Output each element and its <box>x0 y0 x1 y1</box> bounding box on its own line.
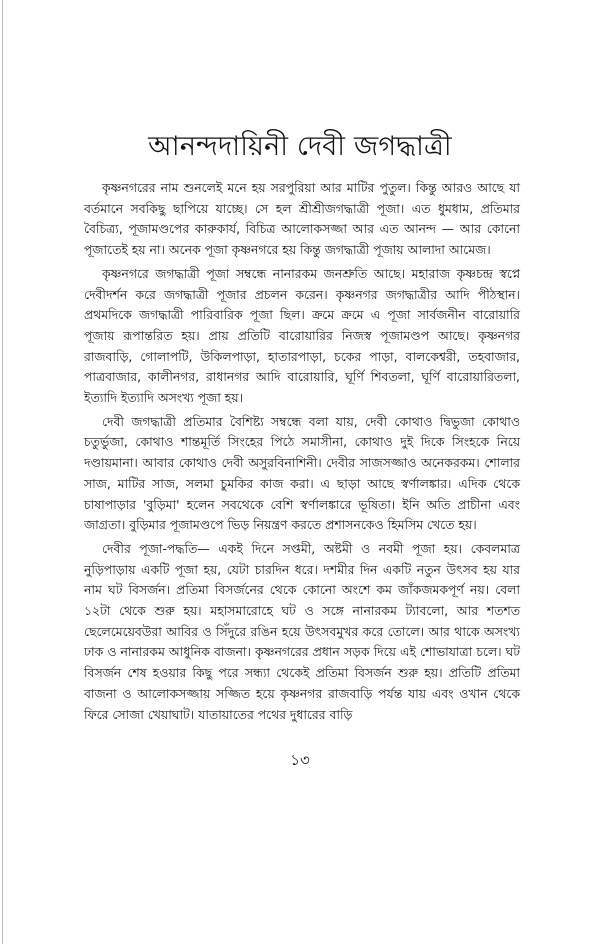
paragraph-2: কৃষ্ণনগরে জগদ্ধাত্রী পূজা সম্বন্ধে নানারকম জনশ্রুতি আছে। মহারাজ কৃষ্ণচন্দ্র স্বপ্নে দেবীদর্শন করে জগদ্ধাত্রী পূজার প্রচলন করেন। কৃষ্ণনগর জগদ্ধাত্রীর আদি পীঠস্থান। প্রথমদিকে জগদ্ধাত্রী পারিবারিক পূজা ছিল। ক্রমে ক্রমে এ পূজা সার্বজনীন বারোয়ারি পূজায় রূপান্তরিত হয়। প্রায় প্রতিটি বারোয়ারির নিজস্ব পূজামণ্ডপ আছে। কৃষ্ণনগর রাজবাড়ি, গোলাপটি, উকিলপাড়া, হাতারপাড়া, চকের পাড়া, বালকেশ্বরী, তহবাজার, পাত্রবাজার, কালীনগর, রাধানগর আদি বারোয়ারি, ঘূর্ণি শিবতলা, ঘূর্ণি বারোয়ারিতলা, ইত্যাদি ইত্যাদি অসংখ্য পূজা হয়। <box>84 265 520 406</box>
paragraph-1: কৃষ্ণনগরের নাম শুনলেই মনে হয় সরপুরিয়া আর মাটির পুতুল। কিন্তু আরও আছে যা বর্তমানে সবকিছু ছাপিয়ে যাচ্ছে। সে হল শ্রীশ্রীজগদ্ধাত্রী পূজা। এত ধুমধাম, প্রতিমার বৈচিত্র্য, পূজামণ্ডপের কারুকার্য, বিচিত্র আলোকসজ্জা আর এত আনন্দ — আর কোনো পূজাতেই হয় না। অনেক পূজা কৃষ্ণনগরে হয় কিন্তু জগদ্ধাত্রী পূজায় আলাদা আমেজ। <box>84 180 520 258</box>
paragraph-4: দেবীর পূজা-পদ্ধতি— একই দিনে সপ্তমী, অষ্টমী ও নবমী পূজা হয়। কেবলমাত্র নুড়িপাড়ায় একটি পূজা হয়, যেটা চারদিন ধরে। দশমীর দিন একটি নতুন উৎসব হয় যার নাম ঘট বিসর্জন। প্রতিমা বিসর্জনের থেকে কোনো অংশে কম জাঁকজমকপূর্ণ নয়। বেলা ১২টা থেকে শুরু হয়। মহাসমারোহে ঘট ও সঙ্গে নানারকম ট্যাবলো, আর শতশত ছেলেমেয়েবউরা আবির ও সিঁদুরে রঙিন হয়ে উৎসবমুখর করে তোলে। আর থাকে অসংখ্য ঢাক ও নানারকম আধুনিক বাজনা। কৃষ্ণনগরের প্রধান সড়ক দিয়ে এই শোভাযাত্রা চলে। ঘট বিসর্জন শেষ হওয়ার কিছু পরে সন্ধ্যা থেকেই প্রতিমা বিসর্জন শুরু হয়। প্রতিটি প্রতিমা বাজনা ও আলোকসজ্জায় সজ্জিত হয়ে কৃষ্ণনগর রাজবাড়ি পর্যন্ত যায় এবং ওখান থেকে ফিরে সোজা খেয়াঘাট। যাতায়াতের পথের দুধারের বাড়ি <box>84 540 520 722</box>
body-text <box>84 178 520 728</box>
paragraph-3: দেবী জগদ্ধাত্রী প্রতিমার বৈশিষ্ট্য সম্বন্ধে বলা যায়, দেবী কোথাও দ্বিভুজা কোথাও চতুর্ভুজা, কোথাও শান্তমূর্তি সিংহের পিঠে সমাসীনা, কোথাও দুই দিকে সিংহকে নিয়ে দণ্ডায়মানা। আবার কোথাও দেবী অসুরবিনাশিনী। দেবীর সাজসজ্জাও অনেকরকম। শোলার সাজ, মাটির সাজ, সলমা চুমকির কাজ করা। এ ছাড়া আছে স্বর্ণালঙ্কার। এদিক থেকে চাষাপাড়ার 'বুড়িমা' হলেন সবথেকে বেশি স্বর্ণালঙ্কারে ভূষিতা। ইনি অতি প্রাচীনা এবং জাগ্রতা। বুড়িমার পূজামণ্ডপে ভিড় নিয়ন্ত্রণ করতে প্রশাসনকেও হিমসিম খেতে হয়। <box>84 413 520 533</box>
page-number: ১৩ <box>290 751 310 769</box>
chapter-title: আনন্দদায়িনী দেবী জগদ্ধাত্রী <box>148 131 452 162</box>
